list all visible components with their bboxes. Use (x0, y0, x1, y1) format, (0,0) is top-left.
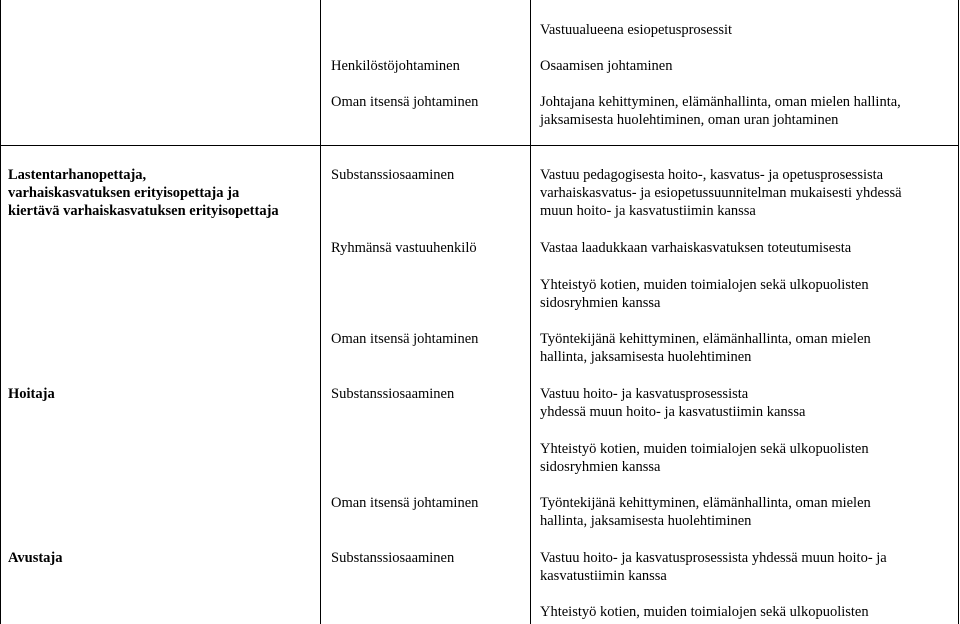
area-self-mgmt: Oman itsensä johtaminen (331, 331, 479, 347)
row-divider (0, 145, 959, 146)
header-development-line1: Johtajana kehittyminen, elämänhallinta, oman mielen hallinta, (540, 94, 901, 110)
role-teacher-line1: Lastentarhanopettaja, (8, 167, 147, 183)
role-nurse: Hoitaja (8, 386, 55, 402)
area-substance: Substanssiosaaminen (331, 386, 455, 402)
header-self-mgmt: Oman itsensä johtaminen (331, 94, 479, 110)
duty-text: Työntekijänä kehittyminen, elämänhallinta, oman mielen (540, 331, 871, 347)
duty-text: Yhteistyö kotien, muiden toimialojen sekä ulkopuolisten (540, 277, 869, 293)
header-competence: Osaamisen johtaminen (540, 58, 673, 74)
table-border-right (958, 0, 959, 624)
table-border-left (0, 0, 1, 624)
duty-text: hallinta, jaksamisesta huolehtiminen (540, 513, 752, 529)
area-self-mgmt: Oman itsensä johtaminen (331, 495, 479, 511)
duty-text: hallinta, jaksamisesta huolehtiminen (540, 349, 752, 365)
area-group-lead: Ryhmänsä vastuuhenkilö (331, 240, 477, 256)
header-development-line2: jaksamisesta huolehtiminen, oman uran johtaminen (540, 112, 839, 128)
duty-text: Vastuu hoito- ja kasvatusprosessista (540, 386, 749, 402)
area-substance: Substanssiosaaminen (331, 167, 455, 183)
role-teacher-line2: varhaiskasvatuksen erityisopettaja ja (8, 185, 240, 201)
role-assistant: Avustaja (8, 550, 63, 566)
duty-text: sidosryhmien kanssa (540, 459, 661, 475)
duty-text: muun hoito- ja kasvatustiimin kanssa (540, 203, 756, 219)
column-divider-1 (320, 0, 321, 624)
header-responsibility: Vastuualueena esiopetusprosessit (540, 22, 733, 38)
duty-text: Työntekijänä kehittyminen, elämänhallinta, oman mielen (540, 495, 871, 511)
column-divider-2 (530, 0, 531, 624)
duty-text: Yhteistyö kotien, muiden toimialojen sekä ulkopuolisten (540, 441, 869, 457)
area-substance: Substanssiosaaminen (331, 550, 455, 566)
duty-text: Vastuu hoito- ja kasvatusprosessista yhdessä muun hoito- ja (540, 550, 887, 566)
duty-text: varhaiskasvatus- ja esiopetussuunnitelman mukaisesti yhdessä (540, 185, 902, 201)
duty-text: Vastaa laadukkaan varhaiskasvatuksen toteutumisesta (540, 240, 852, 256)
duty-text: sidosryhmien kanssa (540, 295, 661, 311)
duty-text: kasvatustiimin kanssa (540, 568, 667, 584)
header-mgmt-title: Henkilöstöjohtaminen (331, 58, 460, 74)
duty-text: Yhteistyö kotien, muiden toimialojen sekä ulkopuolisten (540, 604, 869, 620)
duty-text: Vastuu pedagogisesta hoito-, kasvatus- ja opetusprosessista (540, 167, 884, 183)
duty-text: yhdessä muun hoito- ja kasvatustiimin kanssa (540, 404, 806, 420)
role-teacher-line3: kiertävä varhaiskasvatuksen erityisopettaja (8, 203, 279, 219)
